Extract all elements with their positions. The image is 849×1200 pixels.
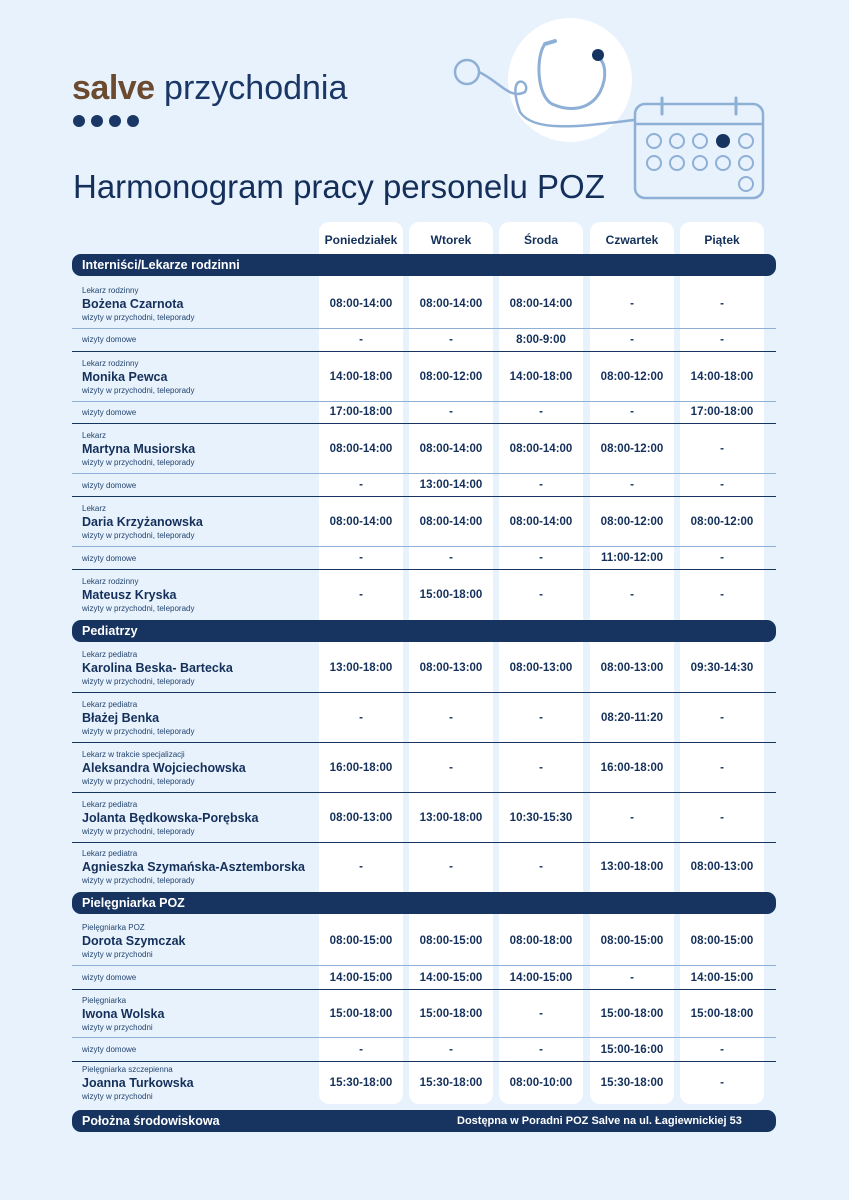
hours-cell: - xyxy=(630,811,634,824)
staff-name: Iwona Wolska xyxy=(82,1006,165,1021)
hours-cell: - xyxy=(720,443,724,455)
staff-name: Jolanta Będkowska-Porębska xyxy=(82,810,259,825)
staff-name: Daria Krzyżanowska xyxy=(82,515,203,529)
hours-cell: 08:00-14:00 xyxy=(329,516,393,528)
hours-cell: - xyxy=(630,406,634,418)
hours-cell: - xyxy=(630,297,634,310)
hours-cell: - xyxy=(720,297,724,310)
staff-name: Bożena Czarnota xyxy=(82,296,184,311)
hours-cell: - xyxy=(539,406,543,418)
hours-cell: - xyxy=(720,761,724,774)
staff-name: Agnieszka Szymańska-Asztemborska xyxy=(82,859,306,874)
hours-cell: - xyxy=(449,406,453,418)
staff-row xyxy=(72,793,776,842)
hours-cell: 08:00-13:00 xyxy=(509,662,573,674)
hours-cell: - xyxy=(630,589,634,601)
hours-cell: - xyxy=(720,811,724,824)
hours-cell: 08:00-15:00 xyxy=(419,935,483,947)
hours-cell: 14:00-18:00 xyxy=(509,370,573,383)
staff-info xyxy=(82,401,136,423)
hours-cell: 08:00-14:00 xyxy=(509,297,573,310)
hours-cell: 14:00-15:00 xyxy=(329,971,393,984)
staff-info xyxy=(82,917,186,965)
staff-role: Lekarz pediatra xyxy=(82,650,138,659)
hours-cell: 08:00-18:00 xyxy=(509,935,573,947)
staff-info xyxy=(82,425,195,473)
hours-cell: - xyxy=(630,479,634,491)
staff-info xyxy=(82,498,203,546)
staff-role: Lekarz xyxy=(82,504,107,513)
hours-cell: - xyxy=(359,860,363,873)
staff-role: Lekarz rodzinny xyxy=(82,285,139,295)
staff-visit-type: wizyty w przychodni xyxy=(82,1022,153,1032)
home-visits-row xyxy=(72,328,776,351)
hours-cell: 15:30-18:00 xyxy=(419,1077,483,1089)
hours-cell: 08:20-11:20 xyxy=(600,712,664,724)
staff-name: Aleksandra Wojciechowska xyxy=(82,760,246,775)
staff-visit-type: wizyty w przychodni, teleporady xyxy=(82,312,195,322)
staff-role: Lekarz pediatra xyxy=(82,848,138,858)
staff-row xyxy=(72,694,776,742)
hours-cell: 15:00-18:00 xyxy=(690,1007,754,1020)
hours-cell: 08:00-10:00 xyxy=(509,1077,573,1089)
staff-info xyxy=(82,571,195,619)
home-visits-row xyxy=(72,966,776,989)
hours-cell: 08:00-14:00 xyxy=(419,516,483,528)
hours-cell: 11:00-12:00 xyxy=(600,552,664,564)
staff-info xyxy=(82,743,246,792)
staff-row xyxy=(72,644,776,692)
hours-cell: 14:00-18:00 xyxy=(690,370,754,383)
staff-name: Dorota Szymczak xyxy=(82,934,186,948)
home-visits-row xyxy=(72,474,776,496)
staff-role: Lekarz rodzinny xyxy=(82,577,139,586)
staff-info xyxy=(82,474,136,496)
section-title: Interniści/Lekarze rodzinni xyxy=(82,258,240,272)
home-visits-label: wizyty domowe xyxy=(82,480,137,490)
staff-info xyxy=(82,1062,194,1104)
hours-cell: - xyxy=(359,589,363,601)
staff-row xyxy=(72,842,776,891)
day-header: Środa xyxy=(523,233,558,247)
hours-cell: 17:00-18:00 xyxy=(329,406,393,418)
hours-cell: 08:00-14:00 xyxy=(509,443,573,455)
staff-visit-type: wizyty w przychodni, teleporady xyxy=(82,458,195,467)
hours-cell: - xyxy=(539,552,543,564)
staff-row xyxy=(72,352,776,401)
row-divider xyxy=(72,496,776,497)
staff-visit-type: wizyty w przychodni, teleporady xyxy=(82,776,195,786)
row-divider xyxy=(72,692,776,693)
staff-info xyxy=(82,352,195,401)
brand-name-part1: salve xyxy=(72,69,155,107)
staff-role: Lekarz pediatra xyxy=(82,799,138,809)
hours-cell: 08:00-13:00 xyxy=(600,662,664,674)
hours-cell: 13:00-18:00 xyxy=(419,811,483,824)
brand-logo xyxy=(72,68,347,108)
hours-cell: 13:00-14:00 xyxy=(419,479,483,491)
hours-cell: 15:00-18:00 xyxy=(600,1007,664,1020)
staff-info xyxy=(82,644,233,692)
hours-cell: - xyxy=(359,333,363,346)
row-divider xyxy=(72,569,776,570)
staff-row xyxy=(72,498,776,546)
calendar-icon xyxy=(635,98,763,198)
staff-visit-type: wizyty w przychodni, teleporady xyxy=(82,727,195,736)
staff-role: Lekarz rodzinny xyxy=(82,358,139,368)
staff-visit-type: wizyty w przychodni xyxy=(82,1092,153,1101)
section-title: Pielęgniarka POZ xyxy=(82,896,185,910)
staff-row xyxy=(72,917,776,965)
page-title: Harmonogram pracy personelu POZ xyxy=(73,168,605,205)
hours-cell: - xyxy=(720,552,724,564)
home-visits-label: wizyty domowe xyxy=(82,335,137,344)
hours-cell: 08:00-14:00 xyxy=(329,443,393,455)
hours-cell: 16:00-18:00 xyxy=(329,761,393,774)
hours-cell: 08:00-12:00 xyxy=(419,370,483,383)
staff-role: Lekarz xyxy=(82,431,107,440)
staff-row xyxy=(72,279,776,328)
footer-left: Położna środowiskowa xyxy=(82,1114,220,1128)
hours-cell: 08:00-15:00 xyxy=(690,935,754,947)
hours-cell: 8:00-9:00 xyxy=(516,333,566,346)
hours-cell: 08:00-13:00 xyxy=(329,811,393,824)
staff-visit-type: wizyty w przychodni, teleporady xyxy=(82,826,195,836)
brand-name-part2: przychodnia xyxy=(164,69,348,107)
hours-cell: 08:00-14:00 xyxy=(329,297,393,310)
home-visits-label: wizyty domowe xyxy=(82,973,137,982)
hours-cell: 09:30-14:30 xyxy=(690,662,754,674)
stethoscope-icon xyxy=(455,18,650,142)
hours-cell: - xyxy=(720,589,724,601)
staff-role: Pielęgniarka xyxy=(82,995,127,1005)
day-header: Piątek xyxy=(704,233,740,247)
hours-cell: - xyxy=(359,479,363,491)
hours-cell: 15:00-16:00 xyxy=(600,1043,664,1056)
staff-visit-type: wizyty w przychodni, teleporady xyxy=(82,677,195,686)
staff-name: Joanna Turkowska xyxy=(82,1076,194,1090)
brand-dots xyxy=(73,115,139,127)
staff-info xyxy=(82,842,305,891)
hours-cell: 13:00-18:00 xyxy=(329,662,393,674)
hours-cell: 13:00-18:00 xyxy=(600,860,664,873)
hours-cell: - xyxy=(449,552,453,564)
hours-cell: 10:30-15:30 xyxy=(509,811,573,824)
hours-cell: 08:00-15:00 xyxy=(329,935,393,947)
hours-cell: 08:00-12:00 xyxy=(600,443,664,455)
hours-cell: - xyxy=(359,712,363,724)
hours-cell: 08:00-12:00 xyxy=(690,516,754,528)
hours-cell: 15:00-18:00 xyxy=(419,1007,483,1020)
staff-row xyxy=(72,1062,776,1104)
hours-cell: 08:00-12:00 xyxy=(600,370,664,383)
staff-row xyxy=(72,571,776,619)
hours-cell: - xyxy=(539,589,543,601)
hours-cell: 14:00-15:00 xyxy=(419,971,483,984)
staff-info xyxy=(82,990,164,1037)
hours-cell: - xyxy=(449,761,453,774)
section-band xyxy=(72,892,776,914)
hours-cell: - xyxy=(720,1077,724,1089)
hours-cell: 14:00-15:00 xyxy=(690,971,754,984)
hours-cell: - xyxy=(539,1043,543,1056)
hours-cell: 08:00-15:00 xyxy=(600,935,664,947)
hours-cell: - xyxy=(539,761,543,774)
section-band xyxy=(72,620,776,642)
staff-row xyxy=(72,990,776,1037)
hours-cell: - xyxy=(539,712,543,724)
day-header: Czwartek xyxy=(605,233,659,247)
section-title: Pediatrzy xyxy=(82,624,138,638)
hours-cell: - xyxy=(539,1007,543,1020)
hours-cell: 15:30-18:00 xyxy=(600,1077,664,1089)
hours-cell: - xyxy=(359,1043,363,1056)
hours-cell: 15:30-18:00 xyxy=(329,1077,393,1089)
hours-cell: - xyxy=(449,712,453,724)
hours-cell: - xyxy=(539,860,543,873)
hours-cell: 08:00-14:00 xyxy=(419,297,483,310)
hours-cell: 15:00-18:00 xyxy=(419,589,483,601)
staff-info xyxy=(82,1038,136,1061)
hours-cell: - xyxy=(720,333,724,346)
hours-cell: - xyxy=(449,860,453,873)
staff-visit-type: wizyty w przychodni, teleporady xyxy=(82,875,195,885)
hours-cell: - xyxy=(449,1043,453,1056)
hours-cell: 17:00-18:00 xyxy=(690,406,754,418)
hours-cell: 16:00-18:00 xyxy=(600,761,664,774)
hours-cell: 08:00-12:00 xyxy=(600,516,664,528)
home-visits-row xyxy=(72,1038,776,1061)
staff-info xyxy=(82,328,136,351)
home-visits-label: wizyty domowe xyxy=(82,407,137,417)
hours-cell: - xyxy=(359,552,363,564)
staff-info xyxy=(82,793,258,842)
staff-info xyxy=(82,547,136,569)
staff-info xyxy=(82,694,195,742)
hours-cell: - xyxy=(720,712,724,724)
hours-cell: - xyxy=(720,479,724,491)
row-divider xyxy=(72,423,776,424)
hours-cell: - xyxy=(630,971,634,984)
footer-right: Dostępna w Poradni POZ Salve na ul. Łagiewnickiej 53 xyxy=(457,1115,742,1127)
staff-info xyxy=(82,966,136,989)
hours-cell: 14:00-15:00 xyxy=(509,971,573,984)
staff-role: Pielęgniarka szczepienna xyxy=(82,1065,173,1074)
home-visits-label: wizyty domowe xyxy=(82,553,137,563)
staff-role: Pielęgniarka POZ xyxy=(82,923,145,932)
section-band xyxy=(72,254,776,276)
staff-role: Lekarz pediatra xyxy=(82,700,138,709)
staff-row xyxy=(72,743,776,792)
hours-cell: 08:00-14:00 xyxy=(419,443,483,455)
staff-visit-type: wizyty w przychodni, teleporady xyxy=(82,531,195,540)
home-visits-row xyxy=(72,547,776,569)
hours-cell: 08:00-14:00 xyxy=(509,516,573,528)
hours-cell: - xyxy=(630,333,634,346)
hours-cell: 08:00-13:00 xyxy=(419,662,483,674)
hours-cell: 15:00-18:00 xyxy=(329,1007,393,1020)
hours-cell: - xyxy=(720,1043,724,1056)
staff-name: Karolina Beska- Bartecka xyxy=(82,661,233,675)
hours-cell: - xyxy=(539,479,543,491)
staff-visit-type: wizyty w przychodni, teleporady xyxy=(82,385,195,395)
staff-name: Martyna Musiorska xyxy=(82,442,196,456)
footer-band xyxy=(72,1110,776,1132)
day-header: Wtorek xyxy=(430,233,472,247)
hours-cell: 08:00-13:00 xyxy=(690,860,754,873)
hours-cell: 14:00-18:00 xyxy=(329,370,393,383)
day-header: Poniedziałek xyxy=(324,233,398,247)
staff-visit-type: wizyty w przychodni xyxy=(82,950,153,959)
staff-name: Monika Pewca xyxy=(82,369,168,384)
staff-row xyxy=(72,425,776,473)
home-visits-label: wizyty domowe xyxy=(82,1045,137,1054)
home-visits-row xyxy=(72,401,776,423)
staff-name: Mateusz Kryska xyxy=(82,588,177,602)
hours-cell: - xyxy=(449,333,453,346)
staff-info xyxy=(82,279,195,328)
staff-name: Błażej Benka xyxy=(82,711,160,725)
staff-role: Lekarz w trakcie specjalizacji xyxy=(82,749,185,759)
staff-visit-type: wizyty w przychodni, teleporady xyxy=(82,604,195,613)
